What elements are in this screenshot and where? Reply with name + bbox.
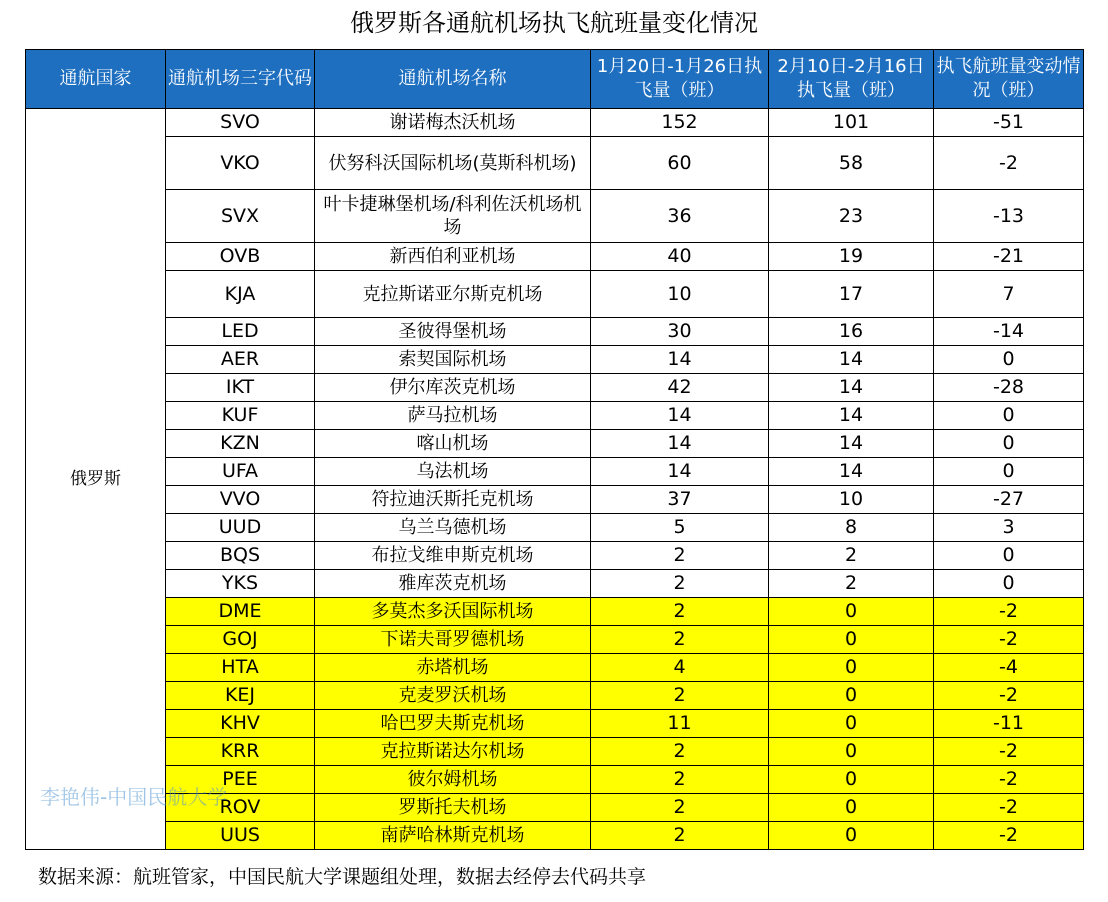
- feb-flights-cell: 0: [769, 682, 934, 710]
- airport-code-cell: OVB: [166, 243, 315, 271]
- header-feb: 2月10日-2月16日执飞量（班）: [769, 50, 934, 109]
- airport-code-cell: SVO: [166, 109, 315, 137]
- airport-name-cell: 赤塔机场: [315, 654, 591, 682]
- airport-name-cell: 乌法机场: [315, 458, 591, 486]
- feb-flights-cell: 17: [769, 271, 934, 318]
- feb-flights-cell: 58: [769, 137, 934, 190]
- table-row: [26, 318, 1084, 346]
- table-row: [26, 402, 1084, 430]
- feb-flights-cell: 0: [769, 654, 934, 682]
- airport-name-cell: 下诺夫哥罗德机场: [315, 626, 591, 654]
- airport-code-cell: UUS: [166, 822, 315, 850]
- airport-code-cell: PEE: [166, 766, 315, 794]
- airport-code-cell: AER: [166, 346, 315, 374]
- airport-name-cell: 伏努科沃国际机场(莫斯科机场): [315, 137, 591, 190]
- airport-name-cell: 多莫杰多沃国际机场: [315, 598, 591, 626]
- airport-code-cell: KZN: [166, 430, 315, 458]
- airport-name-cell: 南萨哈林斯克机场: [315, 822, 591, 850]
- airport-name-cell: 克麦罗沃机场: [315, 682, 591, 710]
- feb-flights-cell: 2: [769, 542, 934, 570]
- feb-flights-cell: 101: [769, 109, 934, 137]
- table-row: [26, 738, 1084, 766]
- jan-flights-cell: 2: [591, 626, 769, 654]
- airport-name-cell: 布拉戈维申斯克机场: [315, 542, 591, 570]
- header-code: 通航机场三字代码: [166, 50, 315, 109]
- airport-name-cell: 克拉斯诺达尔机场: [315, 738, 591, 766]
- feb-flights-cell: 23: [769, 190, 934, 243]
- table-row: [26, 654, 1084, 682]
- jan-flights-cell: 14: [591, 402, 769, 430]
- change-cell: -11: [934, 710, 1084, 738]
- header-country: 通航国家: [26, 50, 166, 109]
- airport-name-cell: 雅库茨克机场: [315, 570, 591, 598]
- change-cell: -2: [934, 738, 1084, 766]
- jan-flights-cell: 2: [591, 570, 769, 598]
- airport-code-cell: KJA: [166, 271, 315, 318]
- feb-flights-cell: 0: [769, 626, 934, 654]
- data-source-note: 数据来源：航班管家，中国民航大学课题组处理，数据去经停去代码共享: [38, 866, 647, 888]
- change-cell: -2: [934, 598, 1084, 626]
- airport-code-cell: VVO: [166, 486, 315, 514]
- feb-flights-cell: 14: [769, 430, 934, 458]
- airport-name-cell: 萨马拉机场: [315, 402, 591, 430]
- airport-name-cell: 哈巴罗夫斯克机场: [315, 710, 591, 738]
- table-row: [26, 346, 1084, 374]
- table-row: [26, 710, 1084, 738]
- table-row: [26, 243, 1084, 271]
- table-row: [26, 458, 1084, 486]
- airport-name-cell: 叶卡捷琳堡机场/科利佐沃机场机场: [315, 190, 591, 243]
- jan-flights-cell: 30: [591, 318, 769, 346]
- jan-flights-cell: 42: [591, 374, 769, 402]
- feb-flights-cell: 19: [769, 243, 934, 271]
- table-row: [26, 271, 1084, 318]
- change-cell: -21: [934, 243, 1084, 271]
- table-row: [26, 374, 1084, 402]
- jan-flights-cell: 37: [591, 486, 769, 514]
- feb-flights-cell: 0: [769, 794, 934, 822]
- table-body: [26, 109, 1084, 850]
- airport-name-cell: 索契国际机场: [315, 346, 591, 374]
- feb-flights-cell: 14: [769, 402, 934, 430]
- feb-flights-cell: 0: [769, 738, 934, 766]
- airport-code-cell: DME: [166, 598, 315, 626]
- header-name: 通航机场名称: [315, 50, 591, 109]
- change-cell: -2: [934, 682, 1084, 710]
- airport-name-cell: 喀山机场: [315, 430, 591, 458]
- airport-name-cell: 伊尔库茨克机场: [315, 374, 591, 402]
- header-change: 执飞航班量变动情况（班）: [934, 50, 1084, 109]
- table-row: [26, 137, 1084, 190]
- table-row: [26, 598, 1084, 626]
- change-cell: -2: [934, 766, 1084, 794]
- airport-code-cell: YKS: [166, 570, 315, 598]
- jan-flights-cell: 14: [591, 430, 769, 458]
- airport-code-cell: BQS: [166, 542, 315, 570]
- airport-code-cell: KEJ: [166, 682, 315, 710]
- feb-flights-cell: 0: [769, 766, 934, 794]
- table-row: [26, 514, 1084, 542]
- jan-flights-cell: 2: [591, 598, 769, 626]
- airport-code-cell: KHV: [166, 710, 315, 738]
- airport-code-cell: IKT: [166, 374, 315, 402]
- change-cell: -2: [934, 626, 1084, 654]
- airport-code-cell: KUF: [166, 402, 315, 430]
- feb-flights-cell: 8: [769, 514, 934, 542]
- jan-flights-cell: 60: [591, 137, 769, 190]
- table-row: [26, 486, 1084, 514]
- flight-volume-table: [25, 49, 1084, 850]
- jan-flights-cell: 152: [591, 109, 769, 137]
- airport-code-cell: SVX: [166, 190, 315, 243]
- change-cell: 0: [934, 458, 1084, 486]
- airport-code-cell: HTA: [166, 654, 315, 682]
- change-cell: -27: [934, 486, 1084, 514]
- airport-name-cell: 圣彼得堡机场: [315, 318, 591, 346]
- feb-flights-cell: 0: [769, 822, 934, 850]
- change-cell: -2: [934, 822, 1084, 850]
- change-cell: 0: [934, 542, 1084, 570]
- change-cell: 7: [934, 271, 1084, 318]
- jan-flights-cell: 5: [591, 514, 769, 542]
- table-row: [26, 542, 1084, 570]
- jan-flights-cell: 11: [591, 710, 769, 738]
- jan-flights-cell: 10: [591, 271, 769, 318]
- airport-name-cell: 彼尔姆机场: [315, 766, 591, 794]
- change-cell: -13: [934, 190, 1084, 243]
- table-row: [26, 430, 1084, 458]
- change-cell: -2: [934, 137, 1084, 190]
- watermark: 李艳伟-中国民航大学: [40, 785, 228, 809]
- table-row: [26, 682, 1084, 710]
- airport-name-cell: 谢诺梅杰沃机场: [315, 109, 591, 137]
- airport-name-cell: 罗斯托夫机场: [315, 794, 591, 822]
- jan-flights-cell: 40: [591, 243, 769, 271]
- table-row: [26, 794, 1084, 822]
- table-row: [26, 822, 1084, 850]
- jan-flights-cell: 2: [591, 542, 769, 570]
- change-cell: -14: [934, 318, 1084, 346]
- feb-flights-cell: 16: [769, 318, 934, 346]
- change-cell: -51: [934, 109, 1084, 137]
- header-jan: 1月20日-1月26日执飞量（班）: [591, 50, 769, 109]
- country-cell: 俄罗斯: [26, 109, 166, 850]
- change-cell: 0: [934, 430, 1084, 458]
- airport-code-cell: UFA: [166, 458, 315, 486]
- airport-code-cell: VKO: [166, 137, 315, 190]
- jan-flights-cell: 2: [591, 682, 769, 710]
- jan-flights-cell: 36: [591, 190, 769, 243]
- airport-code-cell: UUD: [166, 514, 315, 542]
- feb-flights-cell: 14: [769, 346, 934, 374]
- airport-code-cell: KRR: [166, 738, 315, 766]
- jan-flights-cell: 2: [591, 738, 769, 766]
- table-row: [26, 626, 1084, 654]
- table-row: [26, 109, 1084, 137]
- change-cell: 0: [934, 346, 1084, 374]
- airport-name-cell: 新西伯利亚机场: [315, 243, 591, 271]
- feb-flights-cell: 0: [769, 598, 934, 626]
- feb-flights-cell: 14: [769, 458, 934, 486]
- airport-name-cell: 克拉斯诺亚尔斯克机场: [315, 271, 591, 318]
- airport-code-cell: ROV: [166, 794, 315, 822]
- change-cell: -28: [934, 374, 1084, 402]
- table-row: [26, 570, 1084, 598]
- table-row: [26, 766, 1084, 794]
- table-row: [26, 190, 1084, 243]
- feb-flights-cell: 14: [769, 374, 934, 402]
- jan-flights-cell: 4: [591, 654, 769, 682]
- jan-flights-cell: 2: [591, 822, 769, 850]
- jan-flights-cell: 2: [591, 794, 769, 822]
- feb-flights-cell: 2: [769, 570, 934, 598]
- jan-flights-cell: 14: [591, 458, 769, 486]
- change-cell: -4: [934, 654, 1084, 682]
- feb-flights-cell: 0: [769, 710, 934, 738]
- feb-flights-cell: 10: [769, 486, 934, 514]
- airport-name-cell: 乌兰乌德机场: [315, 514, 591, 542]
- change-cell: 0: [934, 570, 1084, 598]
- table-header-row: [26, 50, 1084, 109]
- jan-flights-cell: 14: [591, 346, 769, 374]
- airport-code-cell: LED: [166, 318, 315, 346]
- change-cell: 0: [934, 402, 1084, 430]
- airport-code-cell: GOJ: [166, 626, 315, 654]
- change-cell: -2: [934, 794, 1084, 822]
- change-cell: 3: [934, 514, 1084, 542]
- table-title: 俄罗斯各通航机场执飞航班量变化情况: [350, 9, 758, 37]
- airport-name-cell: 符拉迪沃斯托克机场: [315, 486, 591, 514]
- jan-flights-cell: 2: [591, 766, 769, 794]
